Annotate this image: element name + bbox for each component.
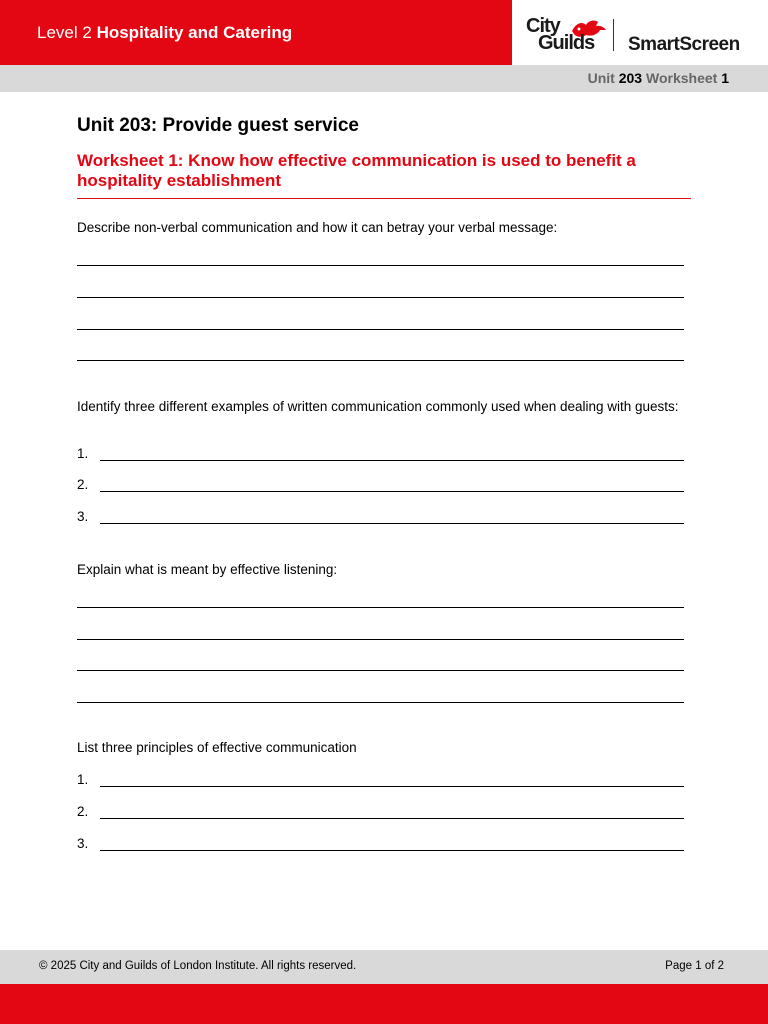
page-header [0,0,768,65]
list-number: 1. [77,772,89,787]
level-label: Level 2 [37,23,92,42]
page-footer [0,950,768,984]
footer-red-band [0,984,768,1024]
list-number: 1. [77,446,89,461]
logo-guilds-text: Guilds [538,32,595,54]
question-1: Describe non-verbal communication and how it can betray your verbal message: [77,220,558,235]
answer-line[interactable] [100,786,684,787]
logo-city-text: City [526,15,560,37]
list-number: 2. [77,804,89,819]
title-divider [77,198,691,199]
copyright-text: © 2025 City and Guilds of London Institute. All rights reserved. [39,960,357,972]
answer-line[interactable] [77,360,684,361]
list-number: 3. [77,836,89,851]
answer-line[interactable] [77,607,684,608]
unit-worksheet-bar [0,65,768,92]
course-title [37,23,292,43]
unit-worksheet-label: Unit 203 Worksheet 1 [587,70,729,86]
page-number: Page 1 of 2 [665,960,724,972]
answer-line[interactable] [77,329,684,330]
answer-line[interactable] [100,491,684,492]
answer-line[interactable] [100,818,684,819]
answer-line[interactable] [77,265,684,266]
worksheet-title: Worksheet 1: Know how effective communication is used to benefit a hospitality establishment [77,151,636,190]
unit-title: Unit 203: Provide guest service [77,115,359,136]
answer-line[interactable] [77,670,684,671]
question-3: Explain what is meant by effective listening: [77,562,338,577]
logo-area [512,0,768,65]
course-name: Hospitality and Catering [96,23,293,42]
list-number: 2. [77,477,89,492]
question-2: Identify three different examples of written communication commonly used when dealing with guests: [77,399,679,414]
header-red-band [0,0,512,65]
answer-line[interactable] [100,460,684,461]
answer-line[interactable] [77,702,684,703]
list-number: 3. [77,509,89,524]
answer-line[interactable] [100,523,684,524]
question-4: List three principles of effective communication [77,740,357,755]
smartscreen-logo: SmartScreen [628,34,740,55]
city-and-guilds-logo [526,16,612,56]
answer-line[interactable] [77,297,684,298]
answer-line[interactable] [100,850,684,851]
answer-line[interactable] [77,639,684,640]
logo-divider [613,19,614,51]
